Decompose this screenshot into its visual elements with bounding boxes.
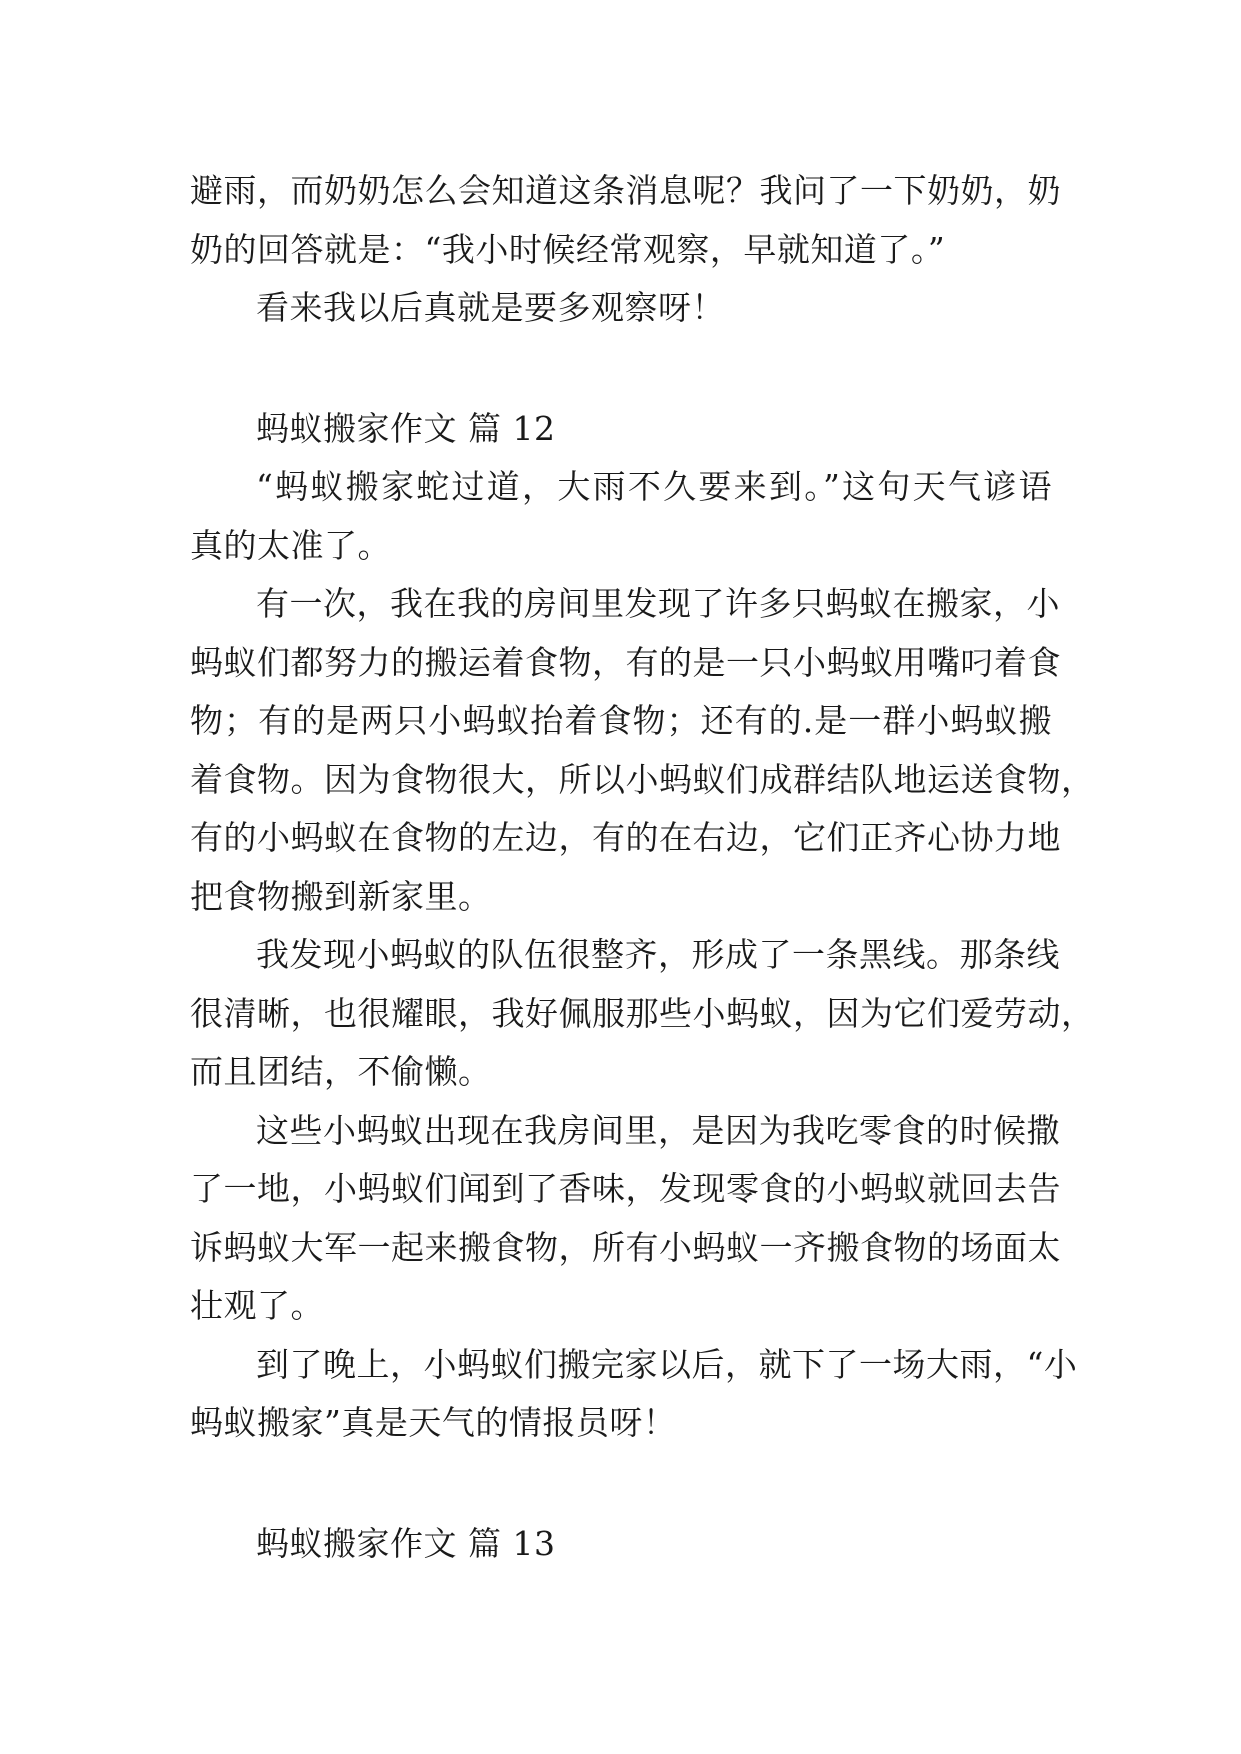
paragraph xyxy=(190,279,1052,338)
text-line: 很清晰，也很耀眼，我好佩服那些小蚂蚁，因为它们爱劳动， xyxy=(190,993,1095,1033)
text-line: 看来我以后真就是要多观察呀！ xyxy=(256,288,725,327)
document-page xyxy=(190,162,1095,1573)
text-line: 把食物搬到新家里。 xyxy=(190,876,492,916)
text-line: 奶的回答就是：“我小时候经常观察，早就知道了。” xyxy=(190,229,946,269)
paragraph xyxy=(190,575,1095,926)
section-gap xyxy=(190,1453,1052,1515)
section-gap xyxy=(190,338,1052,400)
paragraph xyxy=(190,1336,1078,1453)
text-line: 真的太准了。 xyxy=(190,525,391,565)
text-line: 诉蚂蚁大军一起来搬食物，所有小蚂蚁一齐搬食物的场面太 xyxy=(190,1227,1061,1267)
text-line: 物；有的是两只小蚂蚁抬着食物；还有的.是一群小蚂蚁搬 xyxy=(190,701,1052,740)
text-line: 我发现小蚂蚁的队伍很整齐，形成了一条黑线。那条线 xyxy=(256,935,1060,974)
text-line: 避雨，而奶奶怎么会知道这条消息呢？我问了一下奶奶，奶 xyxy=(190,171,1061,210)
text-line: 到了晚上，小蚂蚁们搬完家以后，就下了一场大雨，“小 xyxy=(256,1344,1078,1384)
section-heading: 蚂蚁搬家作文 篇 12 xyxy=(256,408,556,448)
text-line: 着食物。因为食物很大，所以小蚂蚁们成群结队地运送食物， xyxy=(190,759,1095,799)
paragraph xyxy=(190,458,1052,575)
text-line: 蚂蚁搬家”真是天气的情报员呀！ xyxy=(190,1403,677,1442)
paragraph xyxy=(190,926,1095,1102)
text-line: 了一地，小蚂蚁们闻到了香味，发现零食的小蚂蚁就回去告 xyxy=(190,1169,1061,1208)
text-line: 这些小蚂蚁出现在我房间里，是因为我吃零食的时候撒 xyxy=(256,1110,1060,1150)
section-heading: 蚂蚁搬家作文 篇 13 xyxy=(256,1523,556,1563)
text-line: “蚂蚁搬家蛇过道，大雨不久要来到。”这句天气谚语 xyxy=(256,467,1052,506)
paragraph xyxy=(190,162,1061,279)
text-line: 有一次，我在我的房间里发现了许多只蚂蚁在搬家，小 xyxy=(256,584,1060,623)
paragraph xyxy=(190,1102,1061,1336)
text-line: 蚂蚁们都努力的搬运着食物，有的是一只小蚂蚁用嘴叼着食 xyxy=(190,642,1061,682)
text-line: 有的小蚂蚁在食物的左边，有的在右边，它们正齐心协力地 xyxy=(190,818,1061,857)
text-line: 壮观了。 xyxy=(190,1286,324,1325)
text-line: 而且团结，不偷懒。 xyxy=(190,1052,492,1091)
